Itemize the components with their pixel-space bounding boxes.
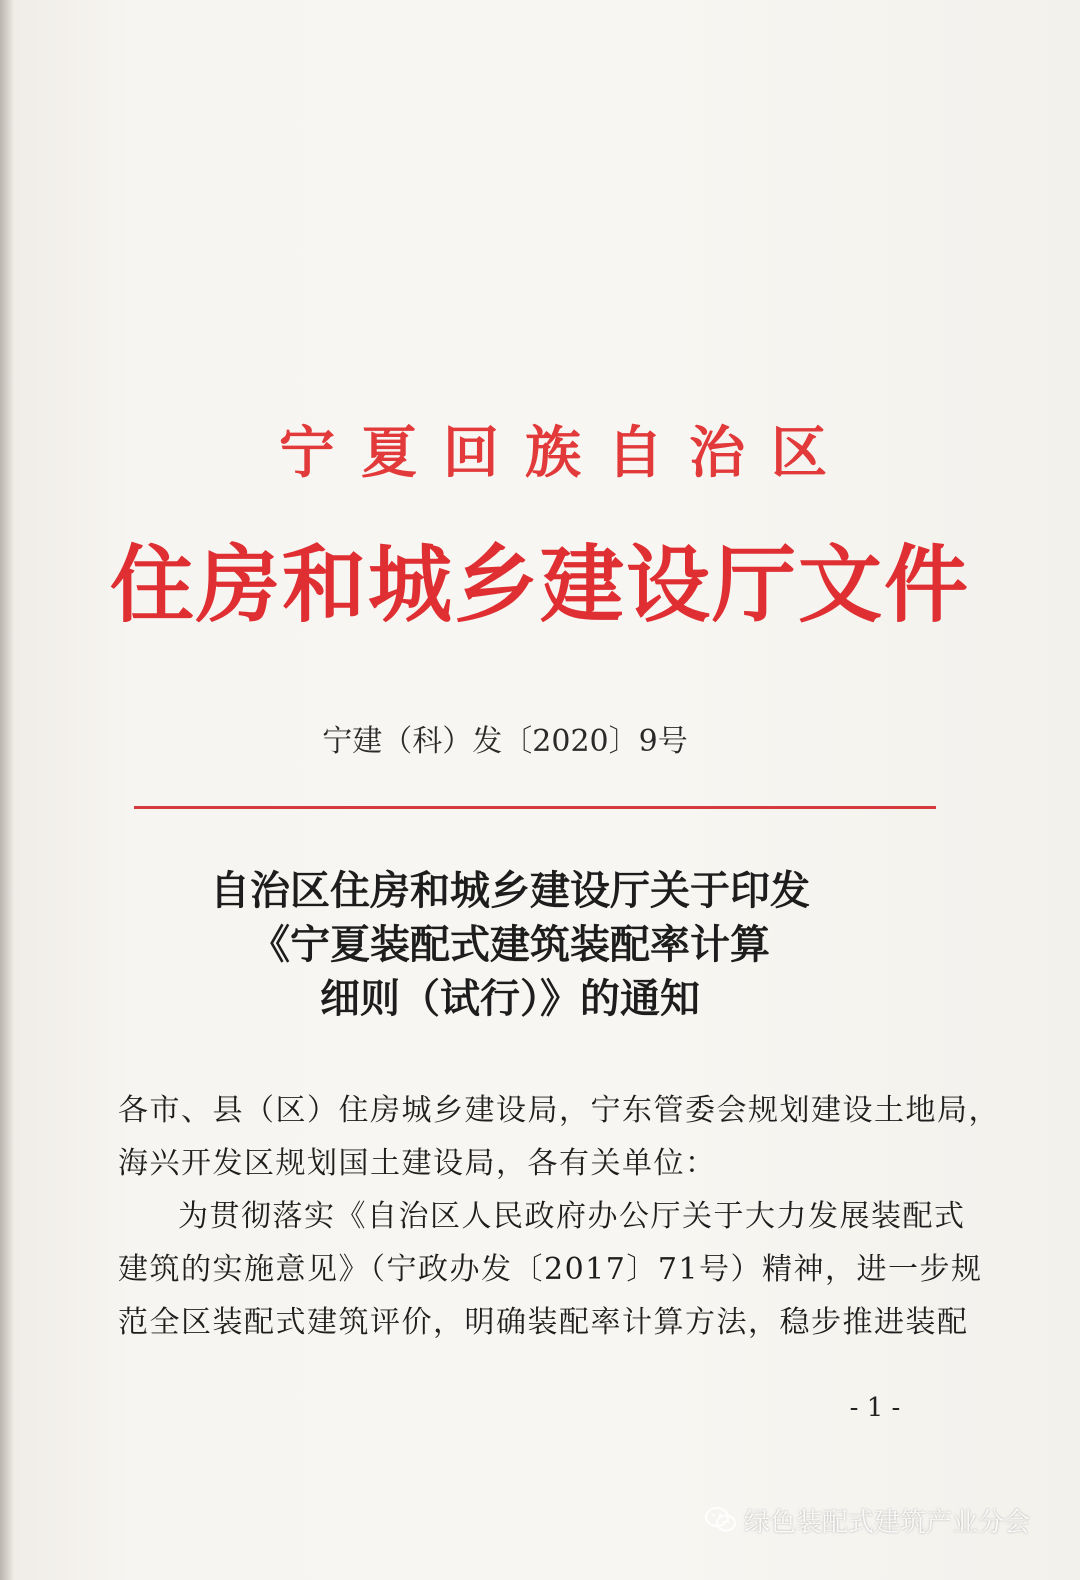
paragraph-line: 范全区装配式建筑评价，明确装配率计算方法，稳步推进装配 <box>118 1305 969 1340</box>
wechat-icon <box>704 1505 738 1535</box>
issuing-department: 住房和城乡建设厅文件 <box>109 535 970 634</box>
red-divider-line <box>134 806 936 809</box>
title-line: 细则（试行）》的通知 <box>320 975 700 1022</box>
addressee-line: 海兴开发区规划国土建设局，各有关单位： <box>118 1146 717 1181</box>
addressee-line: 各市、县（区）住房城乡建设局，宁东管委会规划建设土地局， <box>118 1093 1000 1128</box>
watermark-text: 绿色装配式建筑产业分会 <box>744 1507 1031 1538</box>
document-number: 宁建（科）发〔2020〕9号 <box>322 724 688 759</box>
page-edge-shadow <box>0 0 14 1580</box>
notice-body <box>118 1084 1000 1349</box>
issuing-region: 宁夏回族自治区 <box>279 420 853 486</box>
paragraph-line: 为贯彻落实《自治区人民政府办公厅关于大力发展装配式 <box>178 1199 966 1234</box>
watermark <box>704 1500 1030 1540</box>
paragraph-line: 建筑的实施意见》（宁政办发〔2017〕71号）精神，进一步规 <box>118 1252 983 1287</box>
notice-title <box>120 864 900 1026</box>
page-number: - 1 - <box>849 1393 901 1423</box>
title-line: 自治区住房和城乡建设厅关于印发 <box>210 867 810 914</box>
title-line: 《宁夏装配式建筑装配率计算 <box>250 921 770 968</box>
